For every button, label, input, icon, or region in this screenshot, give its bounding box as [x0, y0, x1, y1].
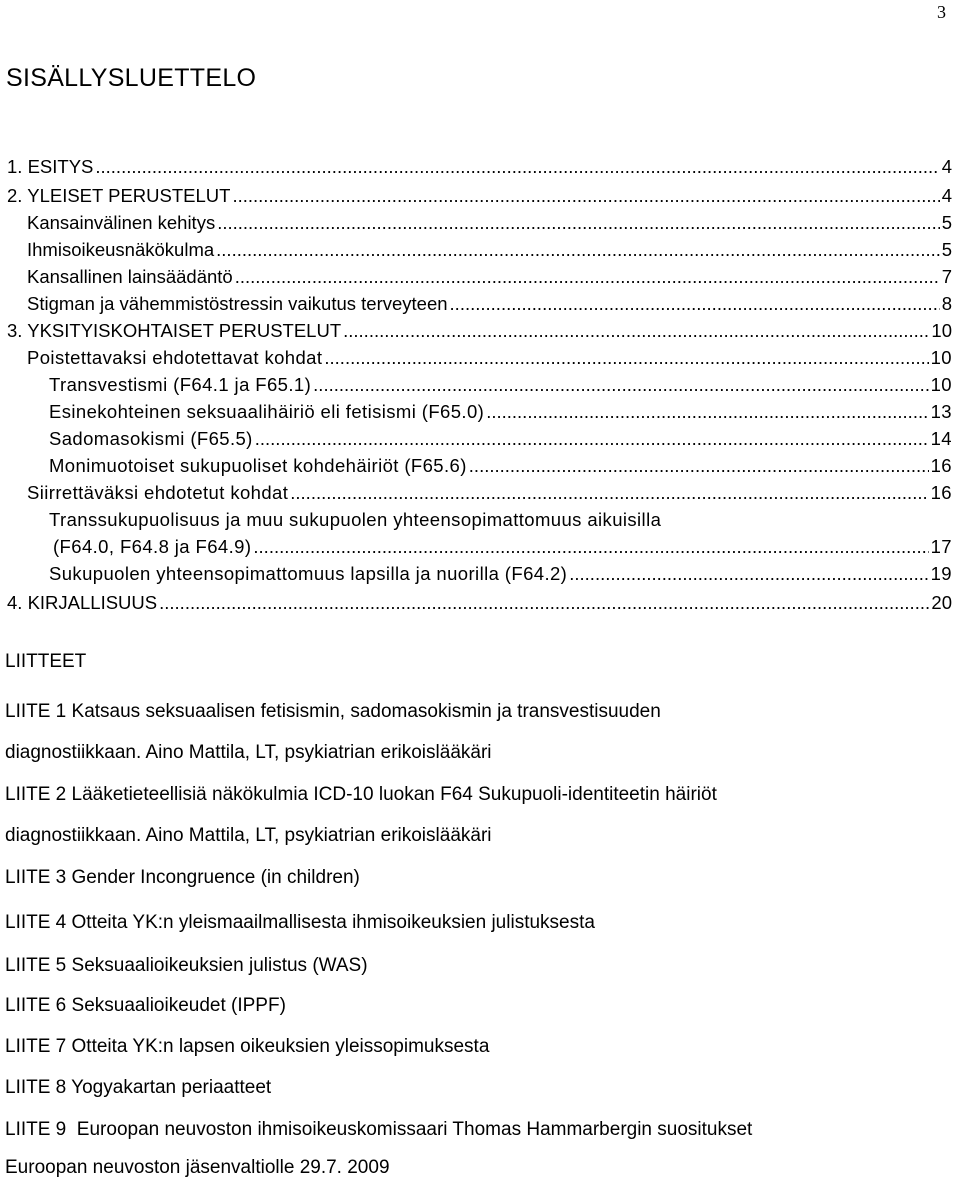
toc-entry-siirrettavaksi[interactable]: [27, 482, 952, 504]
toc-entry-text: Ihmisoikeusnäkökulma: [27, 239, 215, 260]
toc-leader-dots: [569, 563, 928, 585]
attachment-1-line1: LIITE 1 Katsaus seksuaalisen fetisismin, sadomasokismin ja transvestisuuden: [5, 701, 661, 722]
toc-entry-stigman[interactable]: [27, 293, 952, 315]
toc-entry-text: Kansallinen lainsäädäntö: [27, 266, 233, 287]
toc-entry-text: Siirrettäväksi ehdotetut kohdat: [27, 482, 289, 503]
attachment-1-line2: diagnostiikkaan. Aino Mattila, LT, psykiatrian erikoislääkäri: [5, 742, 492, 763]
toc-entry-monimuotoiset[interactable]: [49, 455, 952, 477]
toc-entry-sukupuolen-yhteensopimattomuus[interactable]: [49, 563, 952, 585]
toc-leader-dots: [324, 347, 928, 369]
toc-entry-transsukupuolisuus-line1[interactable]: Transsukupuolisuus ja muu sukupuolen yhteensopimattomuus aikuisilla: [49, 509, 662, 530]
toc-entry-sadomasokismi[interactable]: [49, 428, 952, 450]
toc-leader-dots: [232, 185, 939, 207]
toc-entry-page: 4: [941, 185, 952, 206]
toc-entry-poistettavaksi[interactable]: [27, 347, 952, 369]
toc-entry-page: 5: [941, 212, 952, 233]
toc-title: SISÄLLYSLUETTELO: [6, 64, 257, 92]
toc-entry-esitys[interactable]: [7, 156, 952, 178]
toc-entry-text: 2. YLEISET PERUSTELUT: [7, 185, 231, 206]
toc-entry-page: 8: [941, 293, 952, 314]
toc-leader-dots: [159, 592, 929, 614]
toc-leader-dots: [217, 212, 940, 234]
toc-leader-dots: [95, 156, 939, 178]
toc-entry-page: 7: [941, 266, 952, 287]
toc-entry-page: 5: [941, 239, 952, 260]
attachment-9-line1: LIITE 9 Euroopan neuvoston ihmisoikeuskomissaari Thomas Hammarbergin suositukset: [5, 1119, 753, 1140]
toc-entry-text: Transvestismi (F64.1 ja F65.1): [49, 374, 312, 395]
toc-entry-page: 13: [930, 401, 952, 422]
attachment-5: LIITE 5 Seksuaalioikeuksien julistus (WAS): [5, 955, 368, 976]
toc-entry-page: 10: [930, 347, 952, 368]
toc-entry-text: 1. ESITYS: [7, 156, 94, 177]
toc-leader-dots: [486, 401, 928, 423]
toc-leader-dots: [255, 428, 929, 450]
toc-entry-text: Sadomasokismi (F65.5): [49, 428, 253, 449]
toc-entry-text: (F64.0, F64.8 ja F64.9): [53, 536, 252, 557]
attachment-8: LIITE 8 Yogyakartan periaatteet: [5, 1077, 272, 1098]
toc-entry-text: Monimuotoiset sukupuoliset kohdehäiriöt (F65.6): [49, 455, 467, 476]
toc-entry-text: 3. YKSITYISKOHTAISET PERUSTELUT: [7, 320, 342, 341]
toc-leader-dots: [216, 239, 940, 261]
toc-leader-dots: [469, 455, 929, 477]
toc-entry-page: 4: [941, 156, 952, 177]
toc-entry-page: 10: [930, 374, 952, 395]
toc-entry-transvestismi[interactable]: [49, 374, 952, 396]
attachment-4: LIITE 4 Otteita YK:n yleismaailmallisesta ihmisoikeuksien julistuksesta: [5, 912, 595, 933]
page-number: 3: [937, 2, 946, 22]
toc-entry-kirjallisuus[interactable]: [7, 592, 952, 614]
toc-leader-dots: [343, 320, 929, 342]
toc-entry-ihmisoikeusnakokulma[interactable]: [27, 239, 952, 261]
toc-entry-page: 17: [930, 536, 952, 557]
attachment-3: LIITE 3 Gender Incongruence (in children): [5, 867, 360, 888]
toc-leader-dots: [290, 482, 928, 504]
attachments-heading: LIITTEET: [5, 651, 87, 672]
attachment-6: LIITE 6 Seksuaalioikeudet (IPPF): [5, 995, 286, 1016]
toc-entry-yleiset-perustelut[interactable]: [7, 185, 952, 207]
toc-entry-page: 16: [930, 482, 952, 503]
toc-entry-text: Kansainvälinen kehitys: [27, 212, 216, 233]
toc-entry-kansallinen-lainsaadanto[interactable]: [27, 266, 952, 288]
toc-entry-fetisismi[interactable]: [49, 401, 952, 423]
toc-entry-page: 20: [931, 592, 952, 613]
toc-entry-page: 16: [930, 455, 952, 476]
attachment-2-line1: LIITE 2 Lääketieteellisiä näkökulmia ICD-10 luokan F64 Sukupuoli-identiteetin häiriöt: [5, 784, 717, 805]
toc-entry-text: Sukupuolen yhteensopimattomuus lapsilla ja nuorilla (F64.2): [49, 563, 568, 584]
toc-leader-dots: [313, 374, 928, 396]
toc-entry-page: 10: [931, 320, 952, 341]
toc-entry-page: 14: [930, 428, 952, 449]
toc-entry-text: 4. KIRJALLISUUS: [7, 592, 158, 613]
toc-entry-transsukupuolisuus[interactable]: [53, 536, 952, 558]
toc-entry-page: 19: [930, 563, 952, 584]
toc-entry-yksityiskohtaiset-perustelut[interactable]: [7, 320, 952, 342]
toc-leader-dots: [253, 536, 928, 558]
toc-entry-text: Esinekohteinen seksuaalihäiriö eli fetisismi (F65.0): [49, 401, 485, 422]
attachment-2-line2: diagnostiikkaan. Aino Mattila, LT, psykiatrian erikoislääkäri: [5, 825, 492, 846]
toc-entry-text: Stigman ja vähemmistöstressin vaikutus terveyteen: [27, 293, 448, 314]
toc-entry-kansainvalinen-kehitys[interactable]: [27, 212, 952, 234]
attachment-9-line2: Euroopan neuvoston jäsenvaltiolle 29.7. 2009: [5, 1157, 390, 1178]
toc-leader-dots: [235, 266, 940, 288]
toc-entry-text: Poistettavaksi ehdotettavat kohdat: [27, 347, 323, 368]
attachment-7: LIITE 7 Otteita YK:n lapsen oikeuksien yleissopimuksesta: [5, 1036, 490, 1057]
toc-leader-dots: [450, 293, 940, 315]
